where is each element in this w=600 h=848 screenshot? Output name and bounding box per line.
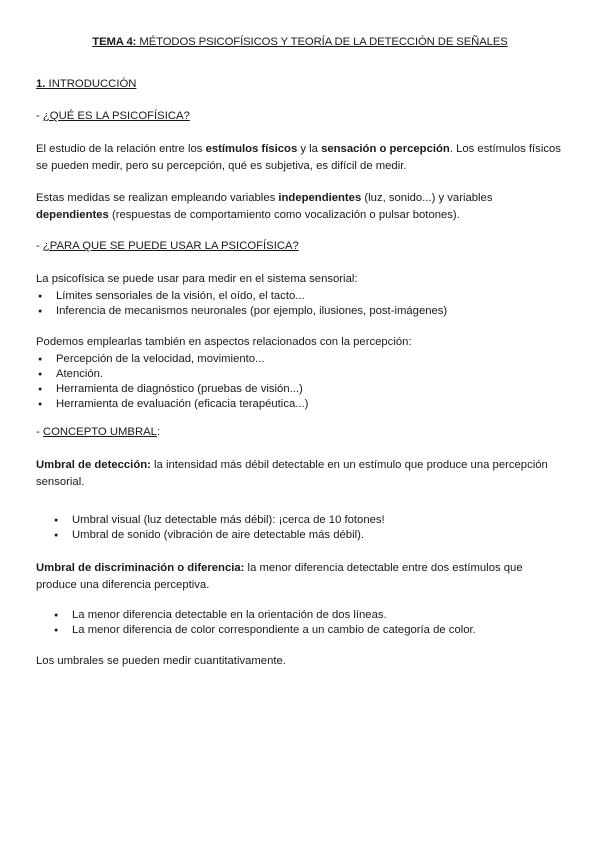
term: Umbral de discriminación o diferencia:	[36, 562, 245, 574]
paragraph-definition: El estudio de la relación entre los estímulos físicos y la sensación o percepción. Los estímulos físicos se pueden medir, pero su percepción, qué es subjetiva, es difícil de medir.	[36, 143, 561, 172]
list-item: ● Umbral de sonido (vibración de aire detectable más débil).	[36, 528, 566, 543]
list-item: ● Umbral visual (luz detectable más débil): ¡cerca de 10 fotones!	[36, 513, 566, 528]
page-title	[0, 36, 600, 48]
paragraph-uses-intro: La psicofísica se puede usar para medir en el sistema sensorial:	[36, 273, 358, 285]
subheading-text: CONCEPTO UMBRAL	[42, 426, 157, 438]
section-title: INTRODUCCIÓN	[45, 78, 137, 90]
subheading-para-que: - ¿PARA QUE SE PUEDE USAR LA PSICOFÍSICA?	[36, 240, 299, 252]
list-discrimination-examples	[36, 608, 566, 638]
list-item: ● Herramienta de diagnóstico (pruebas de visión...)	[36, 382, 566, 397]
list-sensory-uses	[36, 289, 566, 319]
list-item: ● Atención.	[36, 367, 566, 382]
list-item: ● La menor diferencia detectable en la orientación de dos líneas.	[36, 608, 566, 623]
subheading-text: ¿QUÉ ES LA PSICOFÍSICA?	[42, 110, 190, 122]
paragraph-variables: Estas medidas se realizan empleando variables independientes (luz, sonido...) y variables dependientes (respuestas de comportamiento como vocalización o pulsar botones).	[36, 192, 493, 221]
list-item: ● Herramienta de evaluación (eficacia terapéutica...)	[36, 397, 566, 412]
paragraph-closing: Los umbrales se pueden medir cuantitativamente.	[36, 655, 286, 667]
section-number: 1.	[36, 78, 46, 90]
paragraph-umbral-discriminacion: Umbral de discriminación o diferencia: la menor diferencia detectable entre dos estímulos que produce una diferencia perceptiva.	[36, 562, 523, 591]
list-item: ● Límites sensoriales de la visión, el oído, el tacto...	[36, 289, 566, 304]
title-text: MÉTODOS PSICOFÍSICOS Y TEORÍA DE LA DETECCIÓN DE SEÑALES	[136, 36, 508, 48]
subheading-text: ¿PARA QUE SE PUEDE USAR LA PSICOFÍSICA?	[42, 240, 299, 252]
section-heading-introduccion	[36, 76, 566, 93]
list-detection-examples	[36, 513, 566, 543]
list-item: ● Percepción de la velocidad, movimiento...	[36, 352, 566, 367]
paragraph-umbral-deteccion: Umbral de detección: la intensidad más débil detectable en un estímulo que produce una percepción sensorial.	[36, 459, 548, 488]
list-item: ● La menor diferencia de color correspondiente a un cambio de categoría de color.	[36, 623, 566, 638]
list-item: ● Inferencia de mecanismos neuronales (por ejemplo, ilusiones, post-imágenes)	[36, 304, 566, 319]
subheading-que-es: - ¿QUÉ ES LA PSICOFÍSICA?	[36, 110, 190, 122]
list-perception-uses	[36, 352, 566, 412]
paragraph-perception-intro: Podemos emplearlas también en aspectos relacionados con la percepción:	[36, 336, 412, 348]
title-prefix: TEMA 4:	[92, 36, 137, 48]
subheading-concepto-umbral: - CONCEPTO UMBRAL:	[36, 426, 161, 438]
term: Umbral de detección:	[36, 459, 151, 471]
